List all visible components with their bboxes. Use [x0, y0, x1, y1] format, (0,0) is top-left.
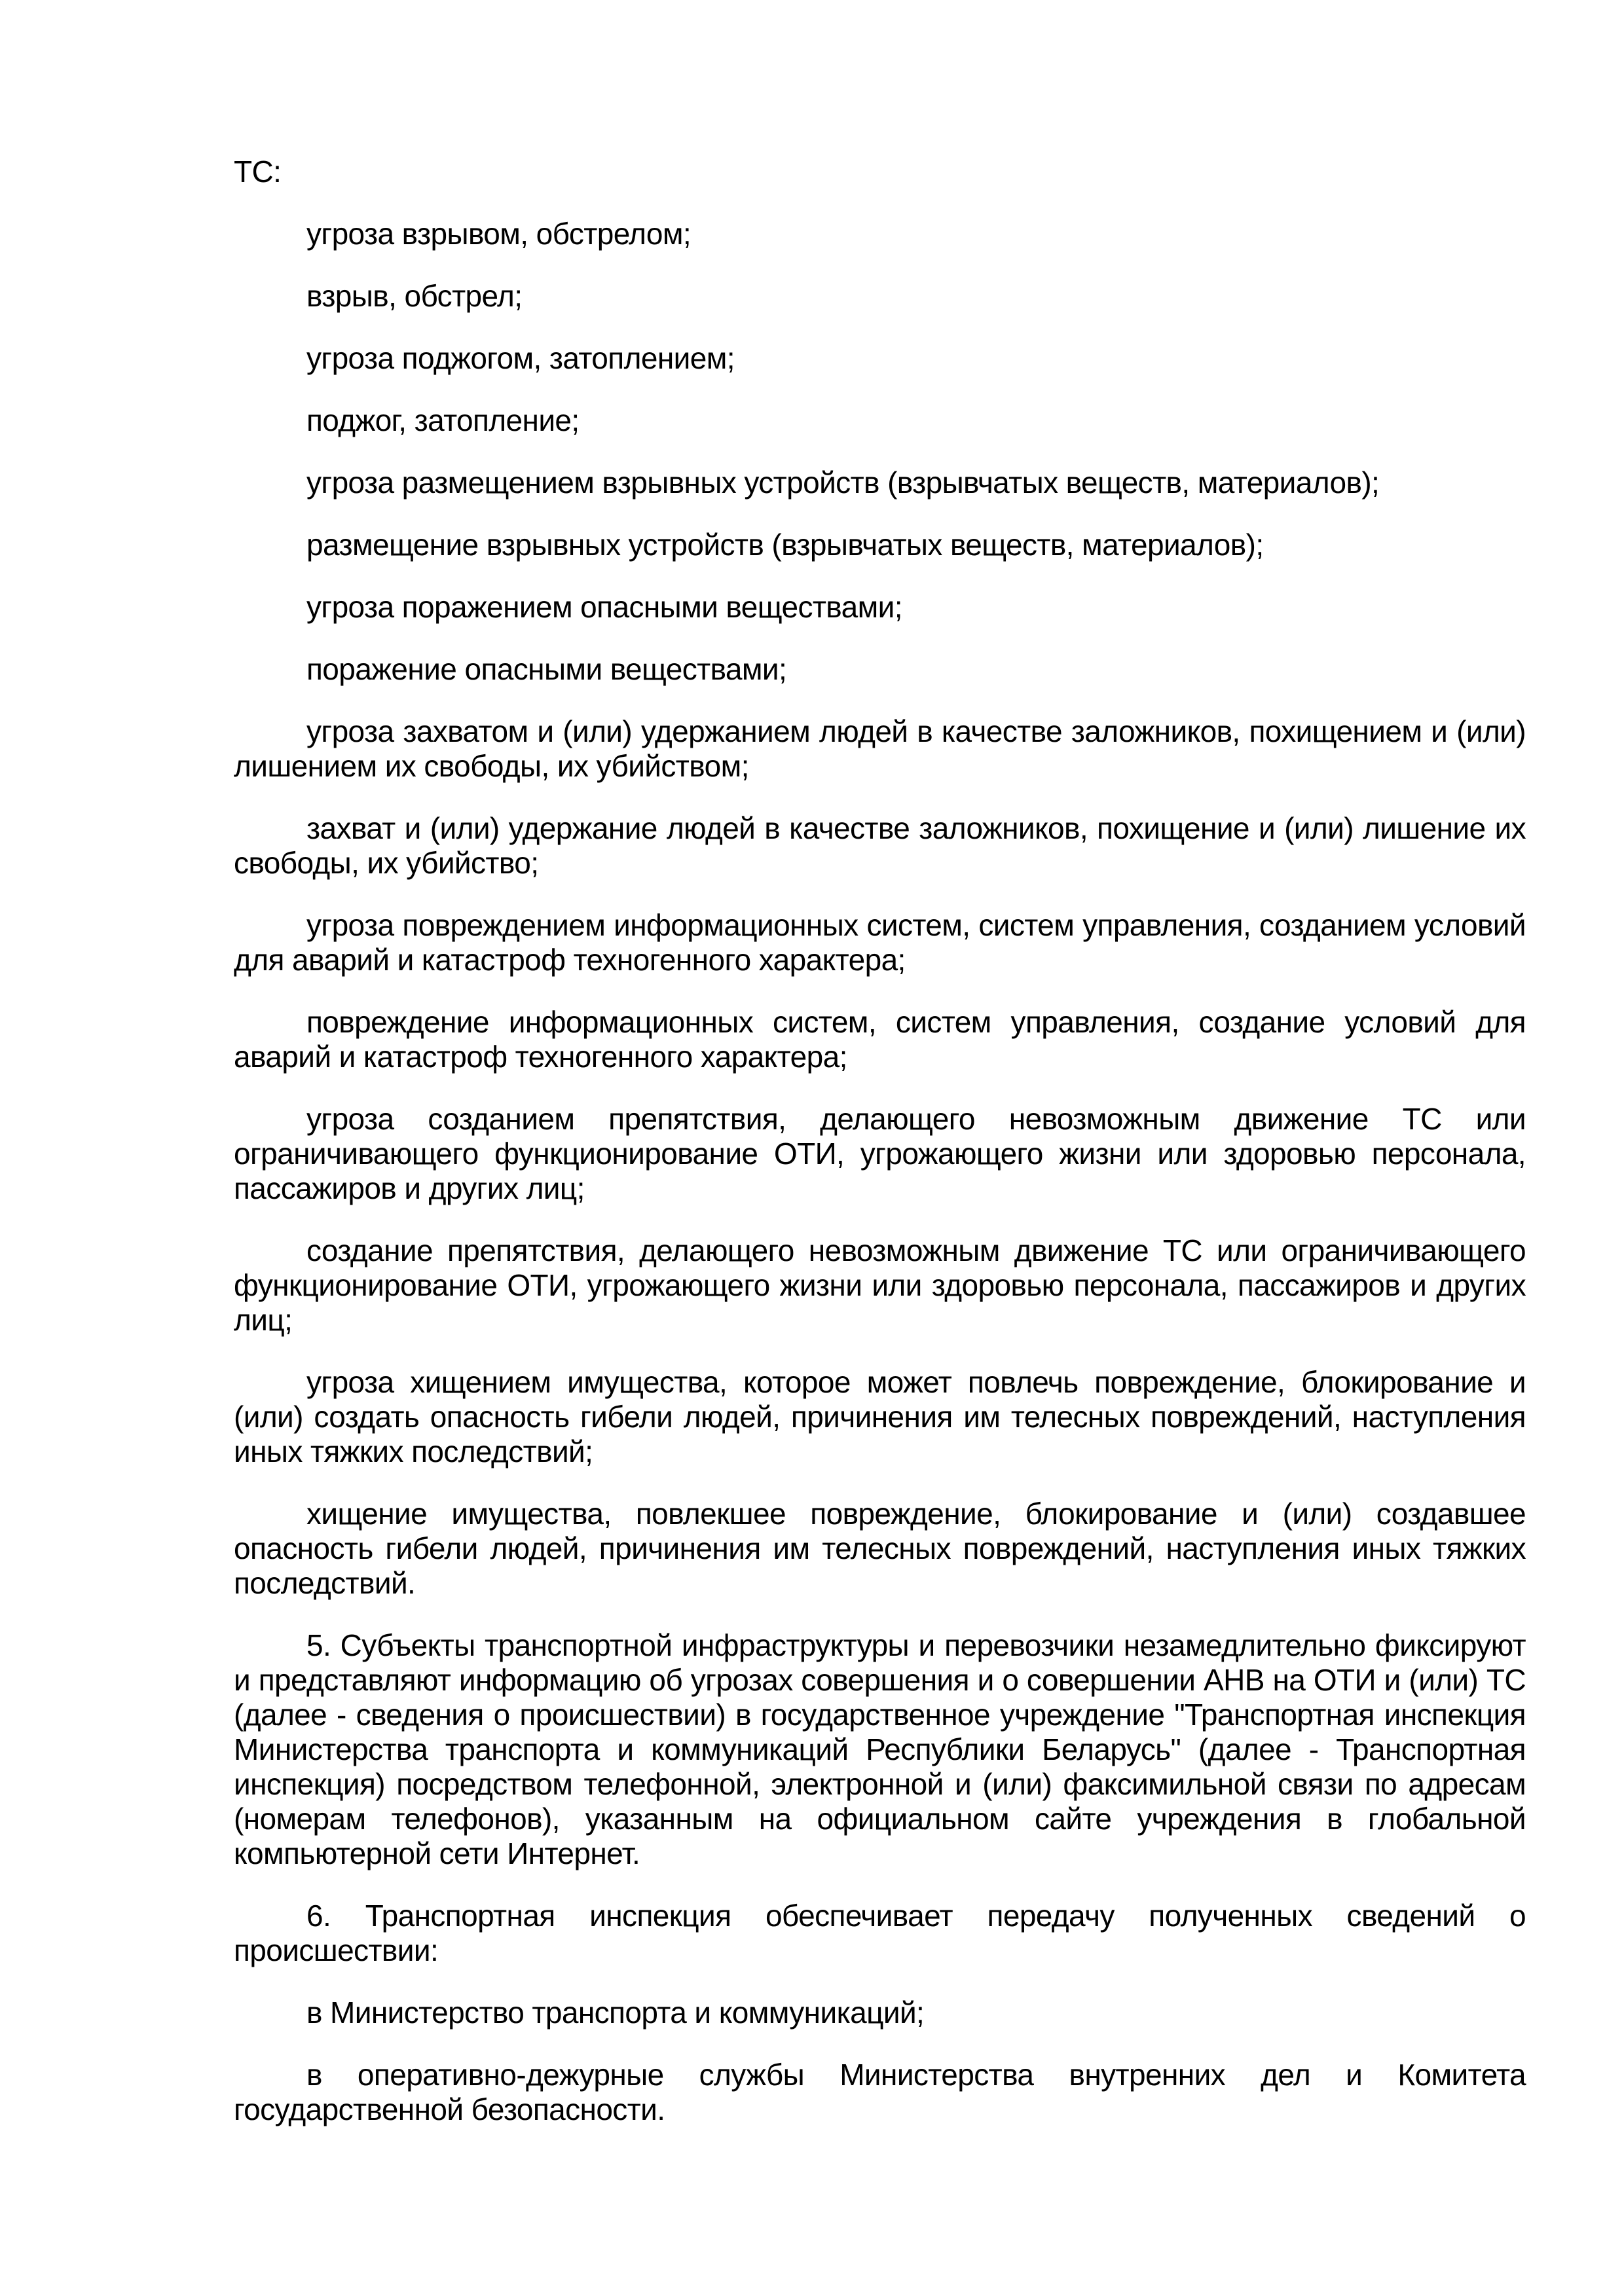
paragraph: захват и (или) удержание людей в качестве заложников, похищение и (или) лишение их свободы, их убийство; — [234, 811, 1526, 880]
document-text-block — [234, 155, 1526, 2127]
paragraph-clause-6: 6. Транспортная инспекция обеспечивает передачу полученных сведений о происшествии: — [234, 1899, 1526, 1967]
paragraph: угроза взрывом, обстрелом; — [306, 217, 692, 251]
paragraph: угроза захватом и (или) удержанием людей в качестве заложников, похищением и (или) лишением их свободы, их убийством; — [234, 714, 1526, 783]
paragraph: взрыв, обстрел; — [306, 279, 523, 313]
paragraph: поджог, затопление; — [306, 403, 580, 437]
paragraph: угроза хищением имущества, которое может повлечь повреждение, блокирование и (или) создать опасность гибели людей, причинения им телесных повреждений, наступления иных тяжких последствий; — [234, 1365, 1526, 1468]
paragraph: создание препятствия, делающего невозможным движение ТС или ограничивающего функционирование ОТИ, угрожающего жизни или здоровью персонала, пассажиров и других лиц; — [234, 1233, 1526, 1337]
paragraph-clause-5: 5. Субъекты транспортной инфраструктуры и перевозчики незамедлительно фиксируют и представляют информацию об угрозах совершения и о совершении АНВ на ОТИ и (или) ТС (далее - сведения о происшествии) в государственное учреждение "Транспортная инспекция Министерства транспорта и коммуникаций Республики Беларусь" (далее - Транспортная инспекция) посредством телефонной, электронной и (или) факсимильной связи по адресам (номерам телефонов), указанным на официальном сайте учреждения в глобальной компьютерной сети Интернет. — [234, 1628, 1526, 1870]
paragraph: угроза повреждением информационных систем, систем управления, созданием условий для аварий и катастроф техногенного характера; — [234, 908, 1526, 977]
paragraph: угроза созданием препятствия, делающего невозможным движение ТС или ограничивающего функционирование ОТИ, угрожающего жизни или здоровью персонала, пассажиров и других лиц; — [234, 1102, 1526, 1205]
paragraph: в Министерство транспорта и коммуникаций; — [306, 1995, 925, 2030]
paragraph: угроза поджогом, затоплением; — [306, 341, 735, 375]
paragraph: хищение имущества, повлекшее повреждение, блокирование и (или) создавшее опасность гибели людей, причинения им телесных повреждений, наступления иных тяжких последствий. — [234, 1497, 1526, 1600]
paragraph: повреждение информационных систем, систем управления, создание условий для аварий и катастроф техногенного характера; — [234, 1005, 1526, 1074]
paragraph: угроза размещением взрывных устройств (взрывчатых веществ, материалов); — [306, 465, 1380, 500]
paragraph: угроза поражением опасными веществами; — [306, 590, 902, 624]
paragraph: в оперативно-дежурные службы Министерства внутренних дел и Комитета государственной безопасности. — [234, 2058, 1526, 2126]
paragraph: размещение взрывных устройств (взрывчатых веществ, материалов); — [306, 528, 1264, 562]
paragraph: ТС: — [234, 155, 282, 189]
paragraph: поражение опасными веществами; — [306, 652, 787, 686]
